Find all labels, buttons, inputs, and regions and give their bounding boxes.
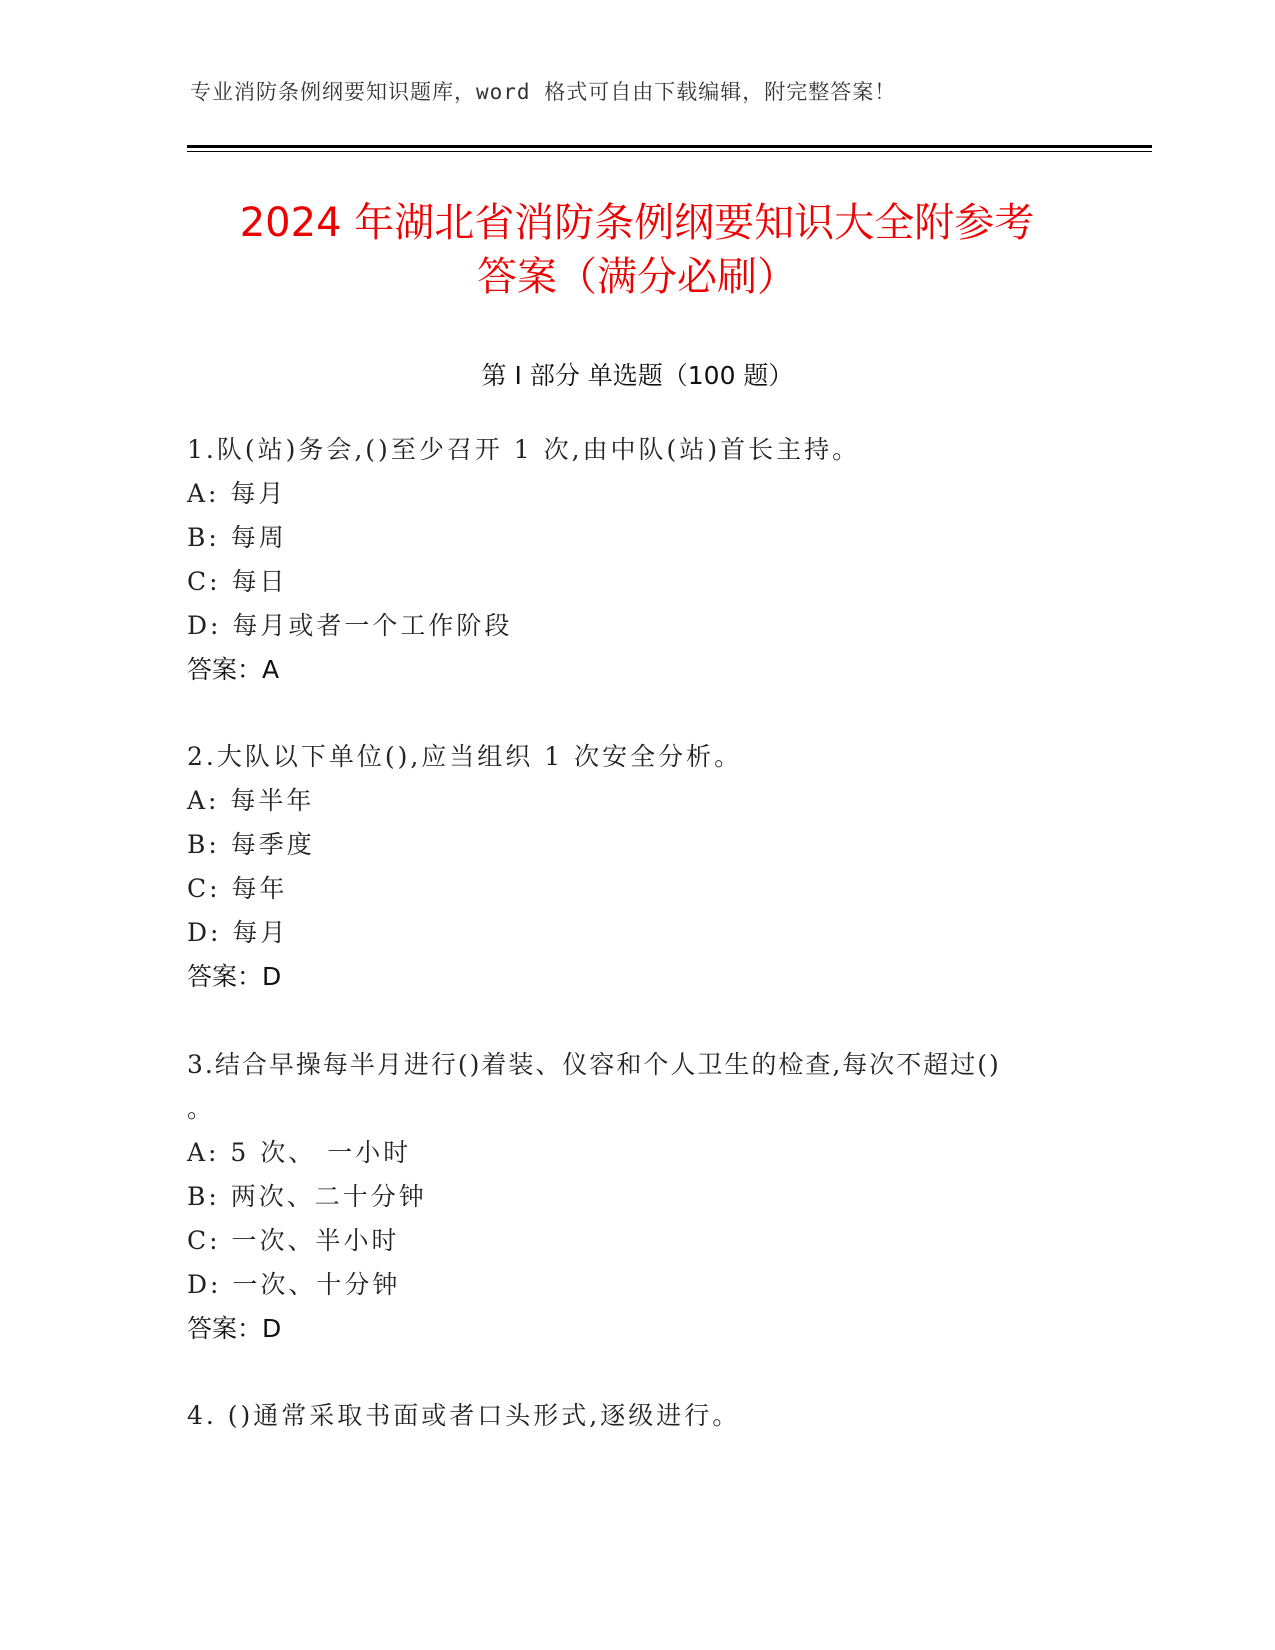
- question-3-option-d: D: 一次、十分钟: [187, 1270, 401, 1299]
- document-title-line-2: 答案（满分必刷）: [477, 254, 797, 300]
- question-1-option-b: B: 每周: [187, 523, 287, 552]
- question-1-option-c: C: 每日: [187, 567, 288, 596]
- question-2-option-a: A: 每半年: [187, 786, 315, 815]
- question-3-option-b: B: 两次、二十分钟: [187, 1182, 427, 1211]
- header-rule-thick: [187, 145, 1152, 148]
- question-1-stem: 1.队(站)务会,()至少召开 1 次,由中队(站)首长主持。: [187, 435, 861, 464]
- question-2-option-d: D: 每月: [187, 918, 289, 947]
- question-1-option-d: D: 每月或者一个工作阶段: [187, 611, 513, 640]
- question-2-option-b: B: 每季度: [187, 830, 315, 859]
- question-1-answer: 答案：A: [187, 655, 280, 684]
- document-title: [137, 196, 1137, 304]
- question-1-option-a: A: 每月: [187, 479, 287, 508]
- header-note: 专业消防条例纲要知识题库，word 格式可自由下载编辑，附完整答案！: [190, 80, 897, 104]
- question-3-stem: 3.结合早操每半月进行()着装、仪容和个人卫生的检查,每次不超过(): [187, 1050, 1001, 1079]
- header-rule-thin: [187, 151, 1152, 152]
- question-3-answer: 答案：D: [187, 1314, 282, 1343]
- question-2-answer: 答案：D: [187, 962, 282, 991]
- section-heading: 第 I 部分 单选题（100 题）: [481, 361, 794, 390]
- question-2-stem: 2.大队以下单位(),应当组织 1 次安全分析。: [187, 742, 743, 771]
- question-3-option-c: C: 一次、半小时: [187, 1226, 400, 1255]
- question-2-option-c: C: 每年: [187, 874, 288, 903]
- question-3-stem-continuation: 。: [187, 1094, 216, 1123]
- question-3-option-a: A: 5 次、 一小时: [187, 1138, 412, 1167]
- question-4-stem: 4. ()通常采取书面或者口头形式,逐级进行。: [187, 1401, 741, 1430]
- document-title-line-1: 2024 年湖北省消防条例纲要知识大全附参考: [239, 200, 1035, 246]
